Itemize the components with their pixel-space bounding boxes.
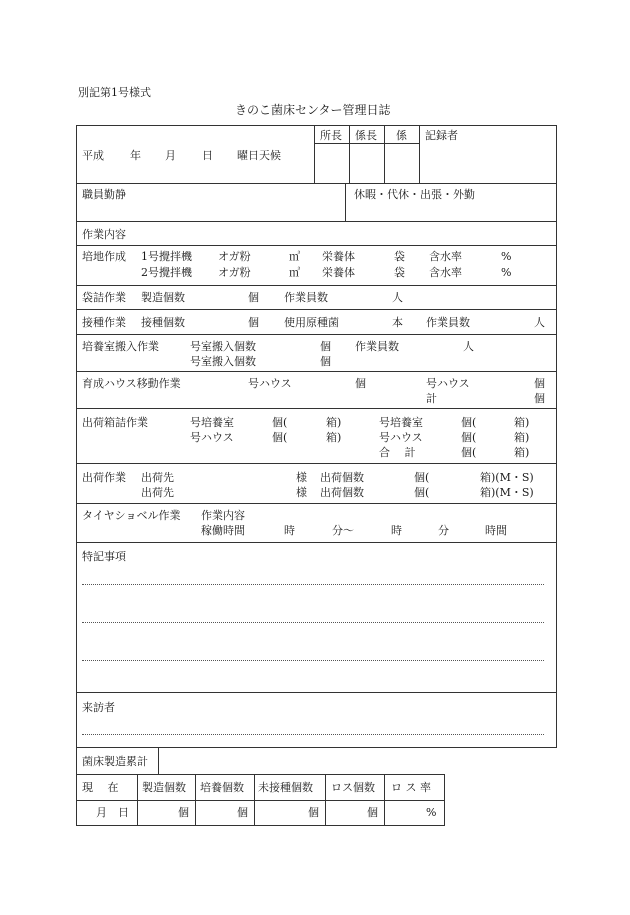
unit-minute: 分: [438, 524, 449, 537]
unit-person: 人: [392, 291, 403, 304]
unit-ko-open: 個(: [272, 416, 288, 429]
unit-ko-open: 個(: [461, 416, 477, 429]
unit-box-ms: 箱)(M・S): [480, 471, 534, 484]
unit-ko: 個: [534, 377, 545, 390]
mixer2-label: 2号攪拌機: [141, 266, 192, 279]
cell-loss-rate: %: [426, 806, 437, 819]
unit-ko-open: 個(: [414, 471, 430, 484]
unit-box-close: 箱): [326, 416, 342, 429]
mixer1-label: 1号攪拌機: [141, 250, 192, 263]
work-label: 作業内容: [82, 228, 126, 241]
cell-uninoculated: 個: [308, 806, 319, 819]
cell-cultured: 個: [237, 806, 248, 819]
unit-ko: 個: [534, 392, 545, 405]
packing-total-label: 合 計: [379, 446, 416, 459]
media-label: 培地作成: [82, 250, 126, 263]
sawdust-label: オガ粉: [218, 250, 251, 263]
room-in-label: 号室搬入個数: [190, 355, 256, 368]
col-header-loss-rate: ロ ス 率: [391, 781, 431, 794]
year-label: 年: [130, 149, 141, 162]
cell-produced: 個: [178, 806, 189, 819]
cell-date: 月 日: [96, 806, 129, 819]
cumulative-label: 菌床製造累計: [82, 755, 148, 768]
bagging-count-label: 製造個数: [141, 291, 185, 304]
unit-percent: %: [501, 266, 512, 279]
unit-ko-open: 個(: [414, 486, 430, 499]
unit-box-close: 箱): [514, 431, 530, 444]
stamp-shochou: 所長: [320, 129, 342, 142]
nutrient-label: 栄養体: [322, 250, 355, 263]
notes-label: 特記事項: [82, 550, 126, 563]
unit-ko-open: 個(: [461, 431, 477, 444]
ship-count-label: 出荷個数: [320, 486, 364, 499]
unit-ko: 個: [248, 316, 259, 329]
visitors-line: [82, 734, 544, 735]
shipping-label: 出荷作業: [82, 471, 126, 484]
unit-box-close: 箱): [326, 431, 342, 444]
staff-label: 職員勤静: [82, 188, 126, 201]
col-header-loss-count: ロス個数: [331, 781, 375, 794]
inoculation-workers-label: 作業員数: [426, 316, 470, 329]
unit-bag: 袋: [394, 250, 405, 263]
shovel-content-label: 作業内容: [201, 509, 245, 522]
inoculation-label: 接種作業: [82, 316, 126, 329]
packing-house-label: 号ハウス: [190, 431, 234, 444]
unit-ko: 個: [320, 340, 331, 353]
month-label: 月: [165, 149, 176, 162]
unit-hon: 本: [392, 316, 403, 329]
visitors-label: 来訪者: [82, 701, 115, 714]
growhouse-label: 育成ハウス移動作業: [82, 377, 181, 390]
col-header-uninoculated: 未接種個数: [258, 781, 313, 794]
unit-ko: 個: [355, 377, 366, 390]
shovel-hours-label: 稼働時間: [201, 524, 245, 537]
sawdust-label: オガ粉: [218, 266, 251, 279]
room-in-label: 号室搬入個数: [190, 340, 256, 353]
culture-workers-label: 作業員数: [355, 340, 399, 353]
unit-box-close: 箱): [514, 416, 530, 429]
unit-box-close: 箱): [514, 446, 530, 459]
bagging-label: 袋詰作業: [82, 291, 126, 304]
ship-count-label: 出荷個数: [320, 471, 364, 484]
unit-percent: %: [501, 250, 512, 263]
moisture-label: 含水率: [429, 266, 462, 279]
unit-person: 人: [534, 316, 545, 329]
nutrient-label: 栄養体: [322, 266, 355, 279]
house-label: 号ハウス: [248, 377, 292, 390]
bagging-workers-label: 作業員数: [284, 291, 328, 304]
unit-minute-from: 分～: [332, 524, 354, 537]
dest-label: 出荷先: [141, 486, 174, 499]
house-label: 号ハウス: [426, 377, 470, 390]
unit-ko: 個: [320, 355, 331, 368]
recorder-label: 記録者: [425, 129, 458, 142]
col-header-produced: 製造個数: [142, 781, 186, 794]
notes-line: [82, 584, 544, 585]
unit-hour: 時: [391, 524, 402, 537]
unit-ko: 個: [248, 291, 259, 304]
unit-m3: ㎥: [289, 266, 300, 279]
unit-m3: ㎥: [289, 250, 300, 263]
page-title: きのこ菌床センター管理日誌: [235, 103, 391, 117]
col-header-cultured: 培養個数: [200, 781, 244, 794]
moisture-label: 含水率: [429, 250, 462, 263]
unit-duration: 時間: [485, 524, 507, 537]
unit-sama: 様: [296, 471, 307, 484]
unit-ko-open: 個(: [272, 431, 288, 444]
total-label: 計: [426, 392, 437, 405]
stamp-kakarichou: 係長: [355, 129, 377, 142]
day-label: 日: [202, 149, 213, 162]
inoculation-count-label: 接種個数: [141, 316, 185, 329]
seed-label: 使用原種菌: [284, 316, 339, 329]
form-label: 別記第1号様式: [78, 86, 151, 99]
unit-box-ms: 箱)(M・S): [480, 486, 534, 499]
unit-sama: 様: [296, 486, 307, 499]
notes-line: [82, 660, 544, 661]
packing-label: 出荷箱詰作業: [82, 416, 148, 429]
dest-label: 出荷先: [141, 471, 174, 484]
date-era: 平成: [82, 149, 104, 162]
shovel-label: タイヤショベル作業: [82, 509, 181, 522]
col-header-now: 現 在: [82, 781, 119, 794]
packing-house-label: 号ハウス: [379, 431, 423, 444]
cell-loss-count: 個: [367, 806, 378, 819]
weekday-weather-label: 曜日天候: [237, 149, 281, 162]
notes-line: [82, 622, 544, 623]
unit-bag: 袋: [394, 266, 405, 279]
culture-label: 培養室搬入作業: [82, 340, 159, 353]
leave-label: 休暇・代休・出張・外勤: [354, 188, 475, 201]
packing-room-label: 号培養室: [379, 416, 423, 429]
unit-hour: 時: [284, 524, 295, 537]
unit-person: 人: [463, 340, 474, 353]
packing-room-label: 号培養室: [190, 416, 234, 429]
stamp-kakari: 係: [396, 129, 407, 142]
unit-ko-open: 個(: [461, 446, 477, 459]
